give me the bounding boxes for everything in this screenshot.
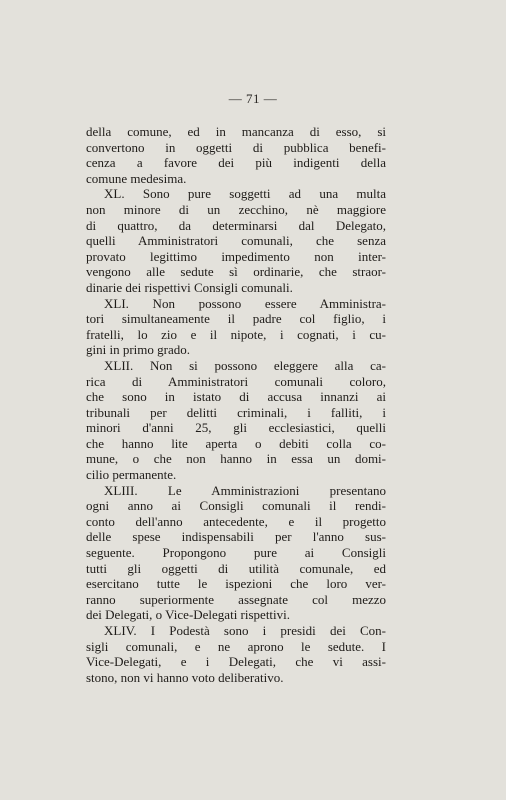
text-line: gini in primo grado. [86, 342, 190, 358]
text-line: sigli comunali, e ne aprono le sedute. I [86, 638, 386, 654]
text-line: tori simultaneamente il padre col figlio, i [86, 311, 386, 327]
text-line: XLIV. I Podestà sono i presidi dei Con- [104, 623, 386, 638]
text-line: che sono in istato di accusa innanzi ai [86, 389, 386, 405]
body-text [86, 124, 386, 685]
text-line: seguente. Propongono pure ai Consigli [86, 545, 386, 561]
text-line: dinarie dei rispettivi Consigli comunali. [86, 279, 293, 295]
text-line: che hanno lite aperta o debiti colla co- [86, 435, 386, 451]
text-line: di quattro, da determinarsi dal Delegato, [86, 217, 386, 233]
text-line: conto dell'anno antecedente, e il progetto [86, 513, 386, 529]
text-line: dei Delegati, o Vice-Delegati rispettivi. [86, 607, 291, 623]
text-line: provato legittimo impedimento non inter- [86, 248, 386, 264]
text-line: delle spese indispensabili per l'anno sus- [86, 529, 386, 545]
text-line: ogni anno ai Consigli comunali il rendi- [86, 498, 386, 514]
page-number: — 71 — [228, 91, 278, 106]
text-line: mune, o che non hanno in essa un domi- [86, 451, 386, 467]
text-line: comune medesima. [86, 170, 187, 186]
text-line: non minore di un zecchino, nè maggiore [86, 201, 386, 217]
text-line: XLII. Non si possono eleggere alla ca- [104, 357, 386, 373]
text-line: ranno superiormente assegnate col mezzo [86, 591, 386, 607]
text-line: rica di Amministratori comunali coloro, [86, 373, 386, 389]
text-line: esercitano tutte le ispezioni che loro ver- [86, 576, 386, 592]
text-line: XLI. Non possono essere Amministra- [104, 295, 386, 311]
text-line: convertono in oggetti di pubblica benefi- [86, 139, 386, 155]
text-line: cilio permanente. [86, 467, 177, 483]
text-line: cenza a favore dei più indigenti della [86, 155, 386, 171]
text-line: tutti gli oggetti di utilità comunale, ed [86, 560, 386, 576]
text-line: Vice-Delegati, e i Delegati, che vi assi- [86, 654, 386, 670]
text-line: minori d'anni 25, gli ecclesiastici, quelli [86, 420, 386, 436]
text-line: stono, non vi hanno voto deliberativo. [86, 669, 284, 685]
text-line: fratelli, lo zio e il nipote, i cognati, i cu- [86, 326, 386, 342]
text-line: quelli Amministratori comunali, che senza [86, 233, 386, 249]
text-line: della comune, ed in mancanza di esso, si [86, 124, 386, 139]
text-line: vengono alle sedute sì ordinarie, che straor- [86, 264, 386, 280]
text-line: XL. Sono pure soggetti ad una multa [104, 186, 386, 202]
text-line: XLIII. Le Amministrazioni presentano [104, 482, 386, 498]
text-line: tribunali per delitti criminali, i falliti, i [86, 404, 386, 420]
